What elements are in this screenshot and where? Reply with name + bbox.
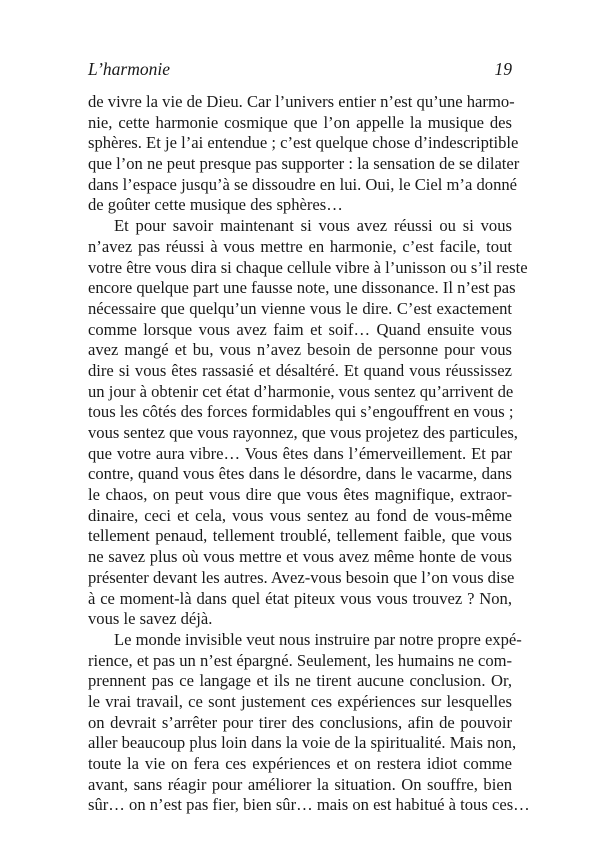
text-line: vous le savez déjà.: [88, 609, 213, 629]
text-line: toute la vie on fera ces expériences et on restera idiot comme: [88, 754, 512, 773]
paragraph: [88, 216, 528, 630]
text-line: Et pour savoir maintenant si vous avez réussi ou si vous: [114, 216, 512, 236]
text-line: avez mangé et bu, vous n’avez besoin de personne pour vous: [88, 340, 512, 360]
text-line: de goûter cette musique des sphères…: [88, 195, 343, 215]
text-line: contre, quand vous êtes dans le désordre, dans le vacarme, dans: [88, 464, 512, 484]
text-line: le vrai travail, ce sont justement ces expériences sur lesquelles: [88, 691, 512, 711]
text-line: que l’on ne peut presque pas supporter : la sensation de se dilater: [88, 154, 520, 174]
running-header: [88, 58, 512, 80]
body-text: [88, 92, 530, 816]
text-line: nie, cette harmonie cosmique que l’on appelle la musique des: [88, 112, 512, 132]
page-number: 19: [494, 59, 512, 79]
text-line: dans l’espace jusqu’à se dissoudre en lui. Oui, le Ciel m’a donné: [88, 174, 518, 194]
text-line: tellement penaud, tellement troublé, tellement faible, que vous: [88, 526, 512, 546]
text-line: le chaos, on peut vous dire que vous êtes magnifique, extraor-: [88, 485, 512, 505]
book-page: [88, 58, 530, 816]
text-line: un jour à obtenir cet état d’harmonie, vous sentez qu’arrivent de: [88, 381, 514, 401]
text-line: vous sentez que vous rayonnez, que vous projetez des particules,: [88, 423, 518, 442]
text-line: votre être vous dira si chaque cellule vibre à l’unisson ou s’il reste: [88, 257, 528, 277]
text-line: on devrait s’arrêter pour tirer des conclusions, afin de pouvoir: [88, 712, 512, 732]
paragraph: [88, 92, 520, 216]
text-line: aller beaucoup plus loin dans la voie de la spiritualité. Mais non,: [88, 733, 517, 753]
chapter-title: L’harmonie: [88, 59, 170, 79]
text-line: tous les côtés des forces formidables qui s’engouffrent en vous ;: [88, 402, 514, 422]
text-line: nécessaire que quelqu’un vienne vous le dire. C’est exactement: [88, 298, 512, 318]
text-line: que votre aura vibre… Vous êtes dans l’émerveillement. Et par: [88, 443, 512, 463]
text-line: sûr… on n’est pas fier, bien sûr… mais on est habitué à tous ces…: [88, 795, 530, 815]
text-line: avant, sans réagir pour améliorer la situation. On souffre, bien: [88, 774, 512, 794]
text-line: comme lorsque vous avez faim et soif… Quand ensuite vous: [88, 319, 512, 339]
text-line: Le monde invisible veut nous instruire par notre propre expé-: [114, 629, 522, 649]
text-line: dinaire, ceci et cela, vous vous sentez au fond de vous-même: [88, 505, 512, 525]
text-line: prennent pas ce langage et ils ne tirent aucune conclusion. Or,: [88, 671, 512, 691]
text-line: présenter devant les autres. Avez-vous besoin que l’on vous dise: [88, 567, 515, 587]
text-line: n’avez pas réussi à vous mettre en harmonie, c’est facile, tout: [88, 236, 512, 256]
text-line: encore quelque part une fausse note, une dissonance. Il n’est pas: [88, 278, 516, 298]
text-line: de vivre la vie de Dieu. Car l’univers entier n’est qu’une harmo-: [88, 92, 515, 111]
text-line: dire si vous êtes rassasié et désaltéré. Et quand vous réussissez: [88, 360, 512, 380]
text-line: à ce moment-là dans quel état piteux vous vous trouvez ? Non,: [88, 588, 512, 608]
text-line: rience, et pas un n’est épargné. Seulement, les humains ne com-: [88, 650, 513, 670]
text-line: sphères. Et je l’ai entendue ; c’est quelque chose d’indescriptible: [88, 133, 519, 153]
text-line: ne savez plus où vous mettre et vous avez même honte de vous: [88, 547, 512, 567]
paragraph: [88, 629, 530, 816]
